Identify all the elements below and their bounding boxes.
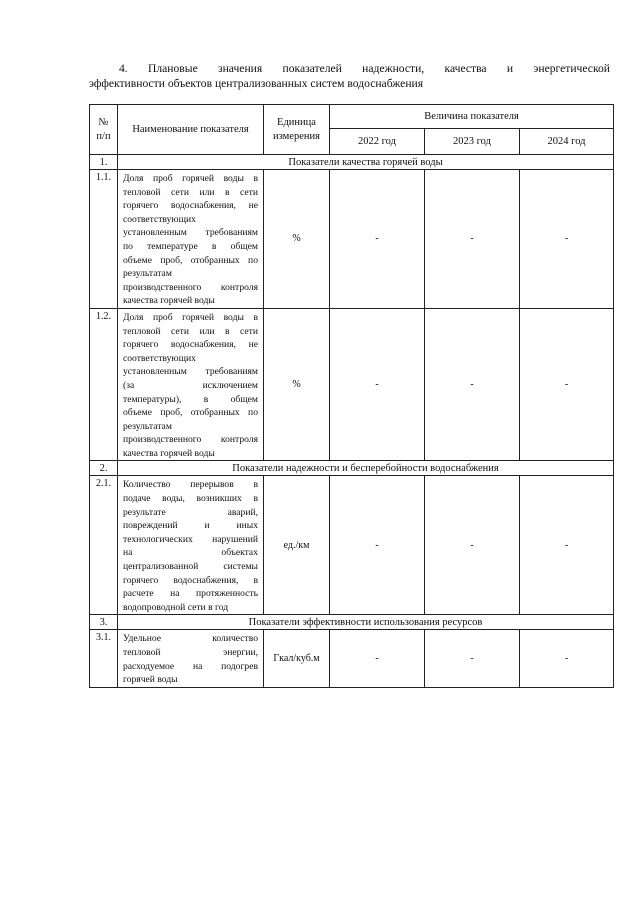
section-number: 3.	[90, 615, 118, 630]
header-num-line-1: №	[98, 116, 109, 128]
section-title: Показатели надежности и бесперебойности водоснабжения	[118, 461, 614, 476]
header-year-2022: 2022 год	[330, 129, 425, 155]
indicator-name	[118, 630, 264, 687]
heading-line-1: 4. Плановые значения показателей надежности, качества и энергетической	[119, 62, 610, 75]
table-body	[90, 155, 614, 688]
section-title: Показатели качества горячей воды	[118, 155, 614, 170]
row-number: 1.1.	[90, 170, 118, 309]
header-unit	[264, 105, 330, 155]
indicator-name-line: горячей воды	[123, 674, 178, 686]
indicator-name-line: на объектах	[123, 547, 258, 559]
indicator-name-line: по температуре в общем	[123, 240, 258, 252]
indicator-name-line: (за исключением	[123, 379, 258, 391]
header-name: Наименование показателя	[118, 105, 264, 155]
row-number: 1.2.	[90, 308, 118, 461]
value-cell: -	[520, 170, 614, 309]
header-unit-line-2: измерения	[273, 130, 320, 142]
indicator-name-line: повреждений и иных	[123, 520, 258, 532]
heading-line-2: эффективности объектов централизованных систем водоснабжения	[89, 77, 424, 90]
section-row	[90, 155, 614, 170]
row-number: 2.1.	[90, 476, 118, 615]
row-number: 3.1.	[90, 630, 118, 687]
indicator-name-line: Удельное количество	[123, 633, 258, 645]
header-year-2024: 2024 год	[520, 129, 614, 155]
indicator-name-line: тепловой сети или в сети	[123, 186, 258, 198]
indicator-name-line: результате аварий,	[123, 506, 258, 518]
value-cell: -	[520, 476, 614, 615]
value-cell: -	[330, 308, 425, 461]
value-cell: -	[330, 630, 425, 687]
value-cell: -	[425, 476, 520, 615]
indicator-name-line: результатам	[123, 268, 172, 280]
indicator-name-line: расходуемое на подогрев	[123, 660, 258, 672]
value-cell: -	[425, 308, 520, 461]
unit-cell: Гкал/куб.м	[264, 630, 330, 687]
indicator-name-line: централизованной системы	[123, 561, 258, 573]
section-title: Показатели эффективности использования ресурсов	[118, 615, 614, 630]
header-unit-line-1: Единица	[277, 116, 316, 128]
indicators-table	[89, 104, 614, 688]
indicator-name-line: качества горячей воды	[123, 295, 215, 307]
indicator-name-line: тепловой энергии,	[123, 647, 258, 658]
indicator-name-line: производственного контроля	[123, 434, 258, 446]
indicator-name-line: качества горячей воды	[123, 447, 215, 459]
indicator-name-line: соответствующих	[123, 352, 196, 364]
unit-cell: %	[264, 308, 330, 461]
indicator-name-line: горячего водоснабжения, в	[123, 574, 258, 586]
section-row	[90, 461, 614, 476]
table-row	[90, 308, 614, 461]
indicator-name-line: результатам	[123, 420, 172, 432]
indicator-name-line: производственного контроля	[123, 281, 258, 293]
indicator-name-line: Доля проб горячей воды в	[123, 173, 258, 184]
indicator-name-line: Количество перерывов в	[123, 479, 258, 491]
header-year-2023: 2023 год	[425, 129, 520, 155]
indicator-name-line: водопроводной сети в год	[123, 601, 229, 613]
header-num-line-2: п/п	[96, 130, 111, 142]
header-value: Величина показателя	[330, 105, 614, 129]
indicator-name-line: горячего водоснабжения, не	[123, 339, 258, 351]
table-row	[90, 170, 614, 309]
indicator-name-line: горячего водоснабжения, не	[123, 200, 258, 212]
indicator-name	[118, 308, 264, 461]
header-num	[90, 105, 118, 155]
table-row	[90, 476, 614, 615]
indicator-name	[118, 170, 264, 309]
section-number: 1.	[90, 155, 118, 170]
indicator-name-line: подаче воды, возникших в	[123, 493, 258, 505]
unit-cell: ед./км	[264, 476, 330, 615]
indicator-name-line: тепловой сети или в сети	[123, 325, 258, 337]
indicator-name-line: объеме проб, отобранных по	[123, 254, 258, 266]
value-cell: -	[520, 630, 614, 687]
value-cell: -	[425, 630, 520, 687]
value-cell: -	[330, 170, 425, 309]
indicator-name-line: соответствующих	[123, 213, 196, 225]
value-cell: -	[520, 308, 614, 461]
indicator-name-line: Доля проб горячей воды в	[123, 311, 258, 323]
section-row	[90, 615, 614, 630]
section-heading	[89, 61, 610, 91]
unit-cell: %	[264, 170, 330, 309]
value-cell: -	[330, 476, 425, 615]
value-cell: -	[425, 170, 520, 309]
indicator-name-line: технологических нарушений	[123, 533, 258, 545]
indicator-name-line: расчете на протяженность	[123, 588, 258, 600]
table-row	[90, 630, 614, 687]
indicator-name-line: объеме проб, отобранных по	[123, 407, 258, 419]
indicator-name	[118, 476, 264, 615]
indicator-name-line: установленным требованиям	[123, 366, 258, 378]
indicator-name-line: температуры), в общем	[123, 393, 258, 405]
indicator-name-line: установленным требованиям	[123, 227, 258, 239]
section-number: 2.	[90, 461, 118, 476]
